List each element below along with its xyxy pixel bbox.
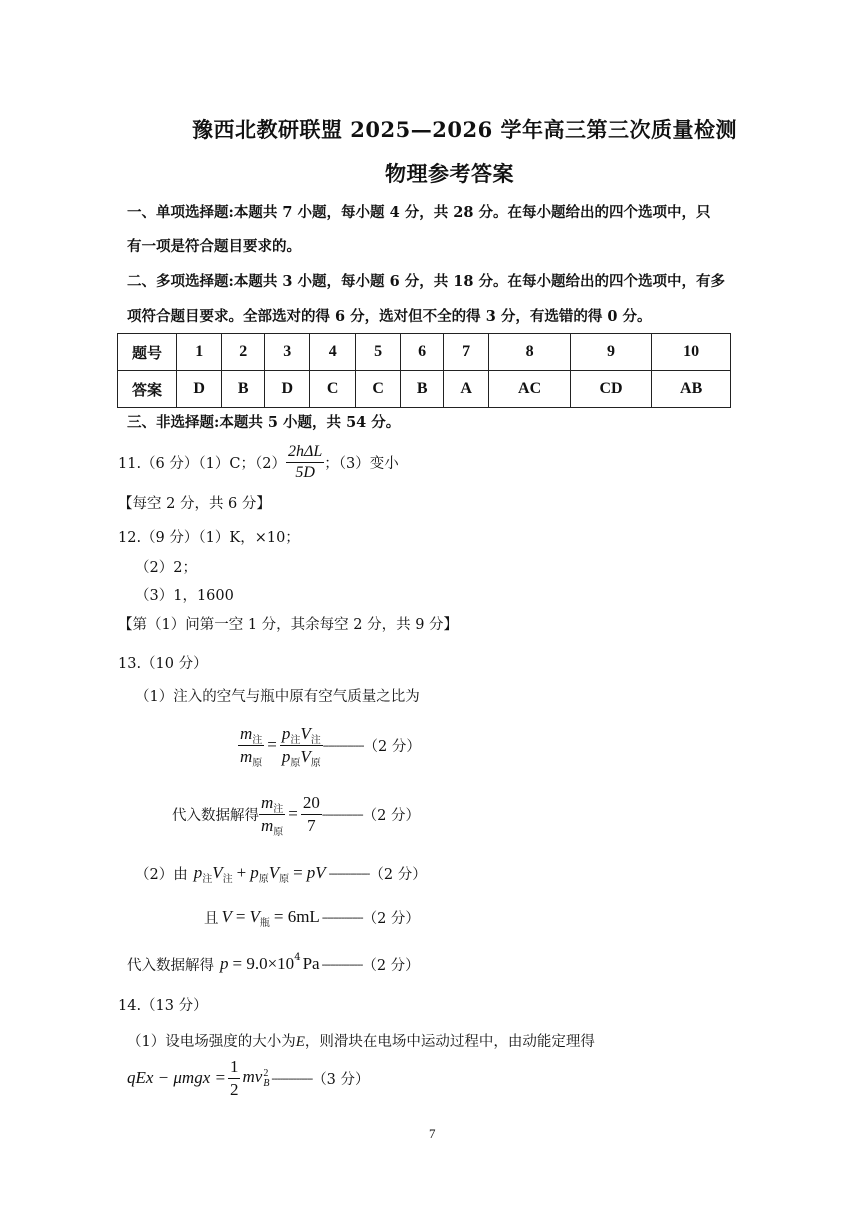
table-cell: B <box>401 371 444 408</box>
q13-equation-2: 代入数据解得 $\frac{m_注}{m_原}$ = $\frac{20}{7}$ --------------- （2 分） <box>172 792 420 838</box>
table-cell: 8 <box>489 334 570 371</box>
table-cell: 7 <box>443 334 488 371</box>
q13-header: 13.（10 分） <box>118 656 208 672</box>
table-cell: 5 <box>355 334 400 371</box>
table-row-numbers <box>118 334 731 371</box>
q12-line1: 12.（9 分）（1）K，×10； <box>118 530 300 546</box>
q13-equation-5: 代入数据解得 p = 9.0×10 4 Pa --------------- （2 分） <box>127 951 420 974</box>
q13-p1-intro: （1）注入的空气与瓶中原有空气质量之比为 <box>135 689 420 705</box>
table-header-label: 题号 <box>118 334 177 371</box>
q13-eq3-intro: （2）由 <box>135 866 188 883</box>
q14-eq1-score: （3 分） <box>312 1071 370 1088</box>
q13-eq4-intro: 且 <box>204 910 219 927</box>
q13-equation-1: $\frac{m_注}{m_原}$ = $\frac{p_注V_注}{p_原V_原}$ --------------- （2 分） <box>240 723 421 769</box>
table-cell: 3 <box>265 334 310 371</box>
page-subtitle: 物理参考答案 <box>385 161 514 186</box>
q11-note: 【每空 2 分，共 6 分】 <box>118 496 271 512</box>
table-cell: 9 <box>570 334 651 371</box>
q11-prefix: 11.（6 分）（1）C；（2） <box>118 455 286 472</box>
q13-eq5-dashes: --------------- <box>321 957 363 971</box>
q14-eq1-frac: $\frac{1}{2}$ <box>229 1056 239 1099</box>
q13-eq1-rhs: $\frac{p_注V_注}{p_原V_原}$ <box>281 723 321 769</box>
table-cell: A <box>443 371 488 408</box>
q11-frac-num: 2hΔL <box>286 443 324 463</box>
q13-eq2-lhs: $\frac{m_注}{m_原}$ <box>261 792 284 838</box>
section1-line2: 有一项是符合题目要求的。 <box>127 238 301 255</box>
q11-line <box>118 440 399 484</box>
q11-suffix: ；（3）变小 <box>324 455 399 472</box>
section1-line1: 一、单项选择题:本题共 7 小题，每小题 4 分，共 28 分。在每小题给出的四个选项中，只 <box>127 204 711 221</box>
table-cell: CD <box>570 371 651 408</box>
q13-eq1-score: （2 分） <box>363 738 421 755</box>
page-title: 豫西北教研联盟 2025—2026 学年高三第三次质量检测 <box>192 117 738 142</box>
q14-eq1-lhs: qEx − μmgx = <box>127 1068 226 1087</box>
q14-eq1-dashes: --------------- <box>271 1071 313 1085</box>
table-cell: C <box>310 371 355 408</box>
table-cell: D <box>177 371 222 408</box>
q13-eq3-dashes: --------------- <box>328 866 370 880</box>
table-cell: AC <box>489 371 570 408</box>
page-number: 7 <box>429 1126 436 1141</box>
q13-eq4-score: （2 分） <box>362 910 420 927</box>
table-cell: C <box>355 371 400 408</box>
table-cell: B <box>222 371 265 408</box>
section2-line1: 二、多项选择题:本题共 3 小题，每小题 6 分，共 18 分。在每小题给出的四个选项中，有多 <box>127 273 725 290</box>
q13-eq5-intro: 代入数据解得 <box>127 957 214 974</box>
q13-eq3-score: （2 分） <box>369 866 427 883</box>
q12-line3: （3）1，1600 <box>135 588 234 604</box>
q11-fraction <box>286 443 324 482</box>
q13-equation-4: 且 V = $V_瓶$ = 6mL --------------- （2 分） <box>204 907 420 929</box>
q13-eq2-rhs: $\frac{20}{7}$ <box>302 792 320 835</box>
q13-eq2-intro: 代入数据解得 <box>172 807 259 824</box>
table-cell: 4 <box>310 334 355 371</box>
q11-frac-den: 5D <box>295 463 315 481</box>
table-cell: D <box>265 371 310 408</box>
q12-line2: （2）2； <box>135 560 197 576</box>
q13-eq2-score: （2 分） <box>362 807 420 824</box>
answer-table <box>117 333 731 408</box>
q13-eq2-dashes: --------------- <box>321 807 363 821</box>
table-cell: 2 <box>222 334 265 371</box>
table-cell: 1 <box>177 334 222 371</box>
q13-eq5-score: （2 分） <box>362 957 420 974</box>
table-cell: 6 <box>401 334 444 371</box>
q13-eq1-dashes: --------------- <box>322 738 364 752</box>
table-cell: AB <box>652 371 731 408</box>
q13-equation-3: （2）由 $p_注V_注$ + $p_原V_原$ = pV --------------- （2 分） <box>135 863 427 885</box>
table-cell: 10 <box>652 334 731 371</box>
q13-eq1-lhs: $\frac{m_注}{m_原}$ <box>240 723 263 769</box>
q14-header: 14.（13 分） <box>118 998 208 1014</box>
table-answer-label: 答案 <box>118 371 177 408</box>
q14-p1-intro: （1）设电场强度的大小为E，则滑块在电场中运动过程中，由动能定理得 <box>127 1034 595 1050</box>
section3-heading: 三、非选择题:本题共 5 小题，共 54 分。 <box>127 414 401 431</box>
q12-note: 【第（1）问第一空 1 分，其余每空 2 分，共 9 分】 <box>118 617 459 633</box>
section2-line2: 项符合题目要求。全部选对的得 6 分，选对但不全的得 3 分，有选错的得 0 分。 <box>127 308 652 325</box>
table-row-answers <box>118 371 731 408</box>
q14-equation-1: qEx − μmgx = $\frac{1}{2}$ mv 2 B --------------- （3 分） <box>127 1056 370 1099</box>
q13-eq4-dashes: --------------- <box>321 910 363 924</box>
